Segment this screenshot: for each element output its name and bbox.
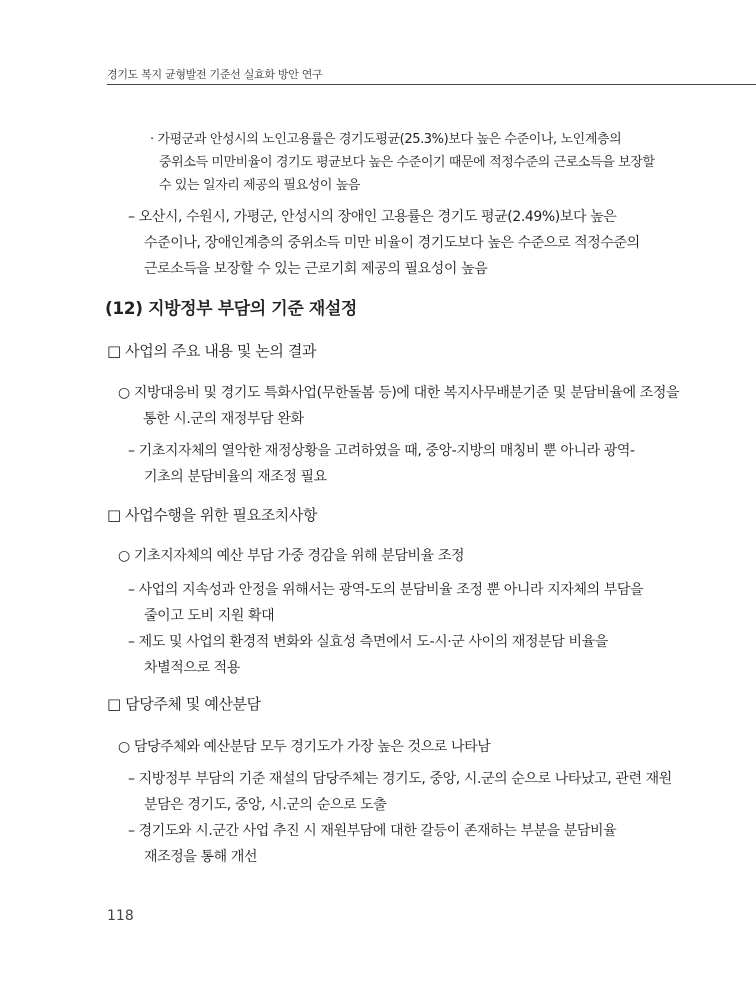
circle-item-matching-fund: ○ 지방대응비 및 경기도 특화사업(무한돌봄 등)에 대한 복지사무배분기준 및 분담비율에 조정을 통한 시.군의 재정부담 완화 [118,385,680,427]
box-heading-responsibility: □ 담당주체 및 예산분담 [107,695,261,713]
header-rule [107,84,756,85]
dash-item-sustainability: – 사업의 지속성과 안정을 위해서는 광역-도의 분담비율 조정 뿐 아니라 지자체의 부담을 줄이고 도비 지원 확대 [128,582,644,624]
page-number: 118 [107,908,134,924]
box-heading-results: □ 사업의 주요 내용 및 논의 결과 [107,342,317,360]
circle-item-gyeonggi-highest: ○ 담당주체와 예산분담 모두 경기도가 가장 높은 것으로 나타남 [118,739,491,755]
box-heading-required-actions: □ 사업수행을 위한 필요조치사항 [107,506,318,524]
circle-item-ratio-adjust: ○ 기초지자체의 예산 부담 가중 경감을 위해 분담비율 조정 [118,548,465,564]
dash-item-actors-order: – 지방정부 부담의 기준 재설의 담당주체는 경기도, 중앙, 시.군의 순으로 나타났고, 관련 재원 분담은 경기도, 중앙, 시.군의 순으로 도출 [128,771,672,813]
section-heading: (12) 지방정부 부담의 기준 재설정 [105,299,357,319]
running-header: 경기도 복지 균형발전 기준선 실효화 방안 연구 [107,68,323,81]
sub-bullet-elderly-employment: · 가평군과 안성시의 노인고용률은 경기도평균(25.3%)보다 높은 수준이나, 노인계층의 중위소득 미만비율이 경기도 평균보다 높은 수준이기 때문에 적정수준의 근로소득을 보장할 수 있는 일자리 제공의 필요성이 높음 [150,132,655,193]
dash-item-fiscal-readjust: – 기초지자체의 열악한 재정상황을 고려하였을 때, 중앙-지방의 매칭비 뿐 아니라 광역-기초의 분담비율의 재조정 필요 [128,443,635,485]
dash-item-disability-employment: – 오산시, 수원시, 가평군, 안성시의 장애인 고용률은 경기도 평균(2.49%)보다 높은 수준이나, 장애인계층의 중위소득 미만 비율이 경기도보다 높은 수준으로 적정수준의 근로소득을 보장할 수 있는 근로기회 제공의 필요성이 높음 [128,209,640,277]
dash-item-differential: – 제도 및 사업의 환경적 변화와 실효성 측면에서 도-시·군 사이의 재정분담 비율을 차별적으로 적용 [128,634,608,676]
dash-item-conflict: – 경기도와 시.군간 사업 추진 시 재원부담에 대한 갈등이 존재하는 부분을 분담비율 재조정을 통해 개선 [128,823,617,865]
